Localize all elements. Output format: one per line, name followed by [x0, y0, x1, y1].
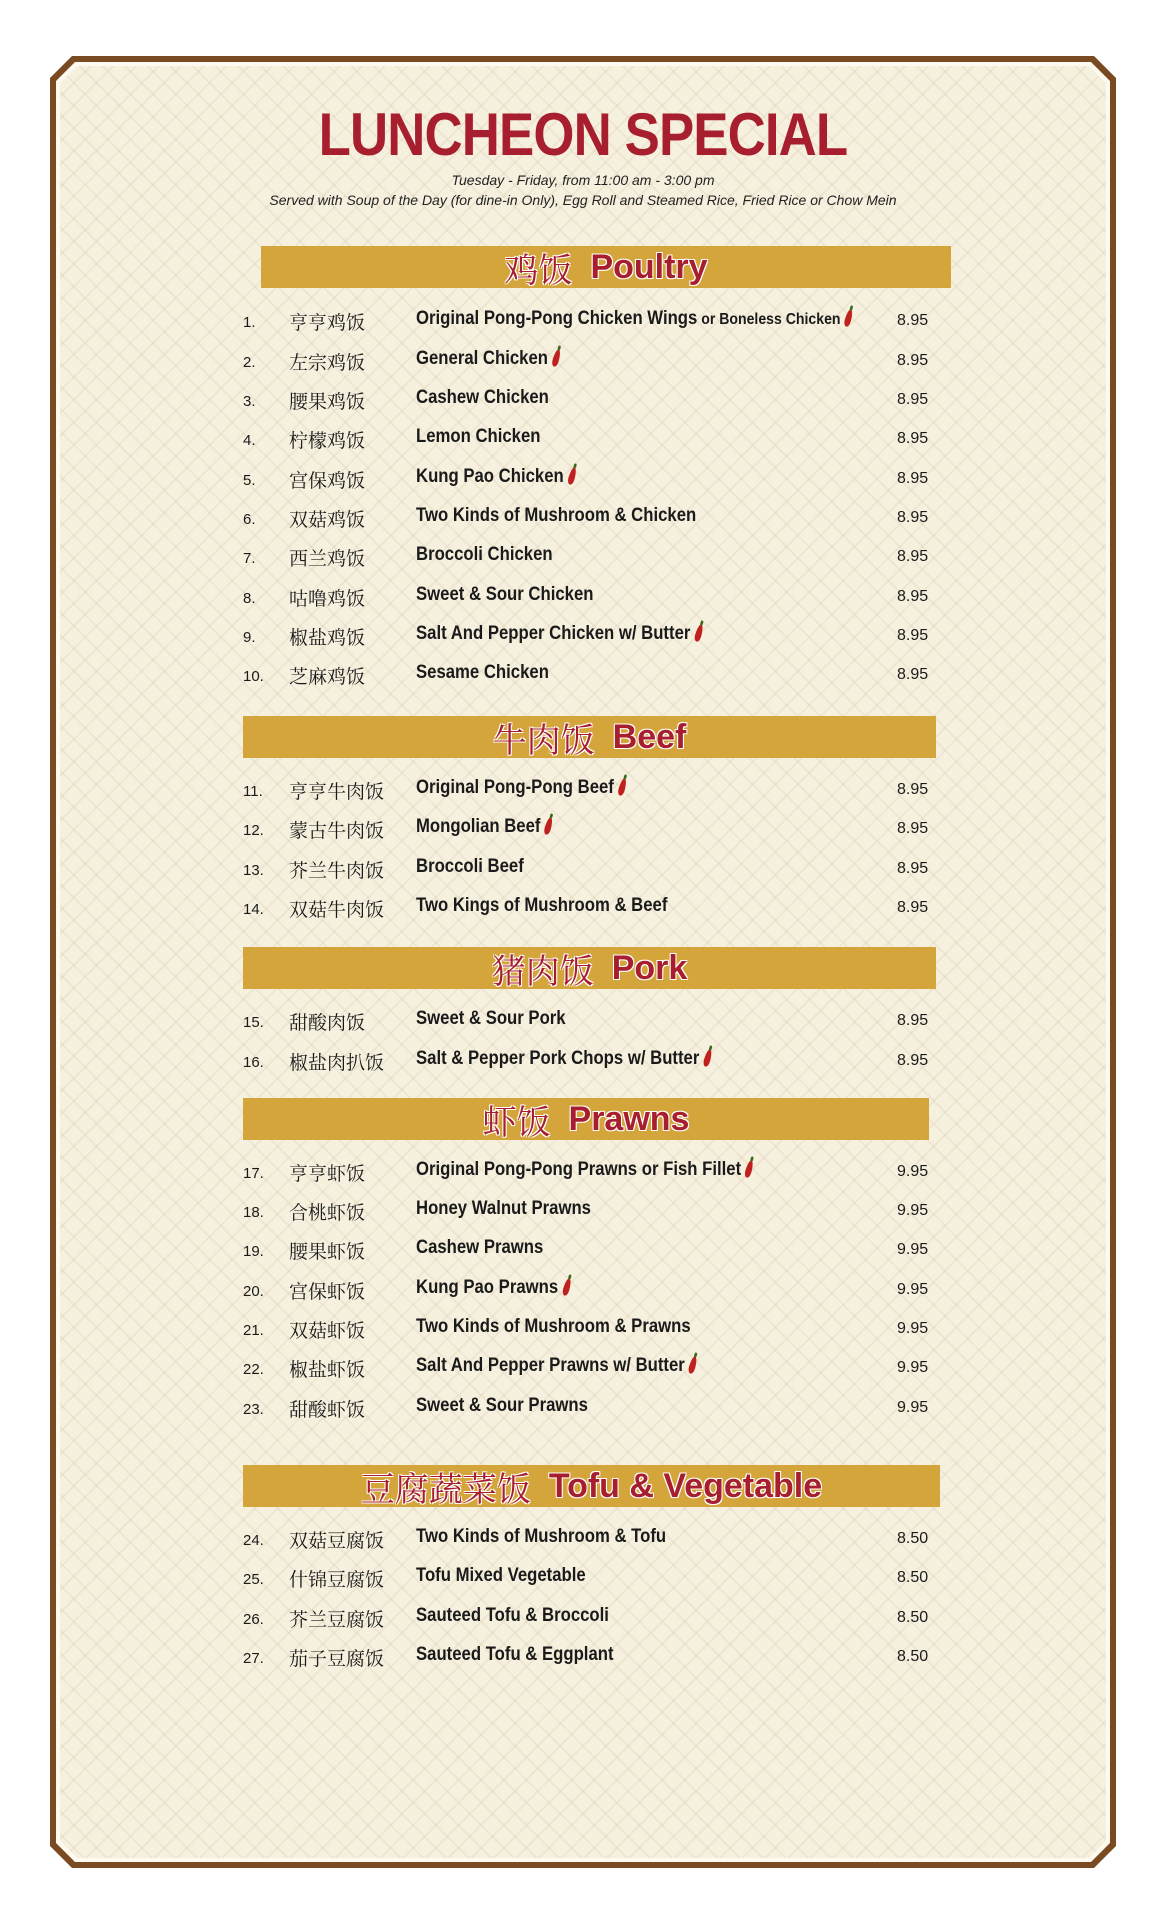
menu-item-row	[0, 1563, 1166, 1593]
item-english-text: Original Pong-Pong Prawns or Fish Fillet	[416, 1159, 742, 1180]
item-number: 23.	[243, 1401, 264, 1418]
item-number: 6.	[243, 511, 256, 528]
item-number: 8.	[243, 590, 256, 607]
item-english-name	[416, 544, 553, 566]
menu-item-row	[0, 1235, 1166, 1265]
menu-item-row	[0, 1196, 1166, 1226]
item-chinese-name: 芝麻鸡饭	[289, 667, 366, 688]
item-number: 3.	[243, 393, 256, 410]
item-chinese-name: 甜酸虾饭	[289, 1400, 366, 1421]
menu-item-row	[0, 1603, 1166, 1633]
item-english-text: Salt And Pepper Chicken w/ Butter	[416, 623, 691, 644]
menu-item-row	[0, 1006, 1166, 1036]
item-price: 8.95	[897, 391, 929, 408]
menu-item-row	[0, 582, 1166, 612]
menu-title: LUNCHEON SPECIAL	[318, 101, 848, 168]
item-english-name	[416, 662, 549, 684]
section-title-cn: 豆腐蔬菜饭	[360, 1470, 531, 1509]
item-chinese-name: 宫保虾饭	[289, 1282, 366, 1303]
item-chinese-name: 腰果鸡饭	[289, 392, 366, 413]
item-english-text: Cashew Chicken	[416, 387, 549, 408]
item-number: 22.	[243, 1361, 264, 1378]
item-number: 21.	[243, 1322, 264, 1339]
item-english-name	[416, 1395, 588, 1417]
item-english-text: Honey Walnut Prawns	[416, 1198, 591, 1219]
item-number: 7.	[243, 550, 256, 567]
item-english-text: Broccoli Beef	[416, 856, 524, 877]
section-title-cn: 猪肉饭	[491, 952, 594, 991]
item-price: 9.95	[897, 1281, 929, 1298]
menu-item-row	[0, 306, 1166, 336]
menu-item-row	[0, 424, 1166, 454]
item-english-alt: or Boneless Chicken	[697, 311, 841, 328]
item-price: 9.95	[897, 1399, 929, 1416]
item-english-text: Sweet & Sour Pork	[416, 1008, 566, 1029]
chili-pepper-icon	[561, 1277, 572, 1296]
item-number: 20.	[243, 1283, 264, 1300]
chili-pepper-icon	[688, 1355, 699, 1374]
item-chinese-name: 双菇豆腐饭	[289, 1531, 385, 1552]
item-chinese-name: 双菇虾饭	[289, 1321, 366, 1342]
item-english-name	[416, 856, 524, 878]
item-chinese-name: 蒙古牛肉饭	[289, 821, 385, 842]
section-title-cn: 牛肉饭	[492, 721, 595, 760]
item-chinese-name: 亨亨鸡饭	[289, 313, 366, 334]
item-english-name	[416, 1605, 609, 1627]
chili-pepper-icon	[702, 1048, 713, 1067]
item-number: 13.	[243, 862, 264, 879]
section-header-tofu	[243, 1465, 940, 1507]
section-title-cn: 鸡饭	[504, 251, 573, 290]
item-chinese-name: 椒盐肉扒饭	[289, 1053, 385, 1074]
item-chinese-name: 宫保鸡饭	[289, 471, 366, 492]
item-chinese-name: 亨亨牛肉饭	[289, 782, 385, 803]
item-number: 25.	[243, 1571, 264, 1588]
item-english-name	[416, 1316, 691, 1338]
item-english-name	[416, 1008, 566, 1030]
menu-item-row	[0, 893, 1166, 923]
item-price: 9.95	[897, 1202, 929, 1219]
menu-item-row	[0, 1275, 1166, 1305]
item-price: 9.95	[897, 1359, 929, 1376]
menu-item-row	[0, 542, 1166, 572]
item-price: 8.95	[897, 312, 929, 329]
chili-pepper-icon	[551, 348, 562, 367]
item-price: 8.95	[897, 509, 929, 526]
item-english-name	[416, 505, 696, 527]
item-chinese-name: 什锦豆腐饭	[289, 1570, 385, 1591]
item-number: 17.	[243, 1165, 264, 1182]
item-english-text: Sauteed Tofu & Eggplant	[416, 1644, 614, 1665]
item-number: 19.	[243, 1243, 264, 1260]
item-chinese-name: 腰果虾饭	[289, 1242, 366, 1263]
menu-item-row	[0, 503, 1166, 533]
chili-pepper-icon	[693, 623, 704, 642]
item-number: 5.	[243, 472, 256, 489]
item-english-text: Mongolian Beef	[416, 816, 541, 837]
menu-item-row	[0, 814, 1166, 844]
item-english-name	[416, 1198, 591, 1220]
item-price: 8.50	[897, 1609, 929, 1626]
item-chinese-name: 芥兰豆腐饭	[289, 1610, 385, 1631]
item-number: 24.	[243, 1532, 264, 1549]
item-chinese-name: 椒盐鸡饭	[289, 628, 366, 649]
item-number: 10.	[243, 668, 264, 685]
item-english-text: Two Kinds of Mushroom & Tofu	[416, 1526, 667, 1547]
item-price: 8.95	[897, 1052, 929, 1069]
menu-item-row	[0, 1393, 1166, 1423]
item-chinese-name: 亨亨虾饭	[289, 1164, 366, 1185]
item-number: 27.	[243, 1650, 264, 1667]
item-number: 4.	[243, 432, 256, 449]
item-price: 9.95	[897, 1163, 929, 1180]
item-english-name	[416, 1644, 614, 1666]
item-english-name	[416, 1565, 586, 1587]
chili-pepper-icon	[567, 466, 578, 485]
item-english-name	[416, 426, 541, 448]
menu-item-row	[0, 1314, 1166, 1344]
item-price: 8.50	[897, 1569, 929, 1586]
menu-item-row	[0, 854, 1166, 884]
menu-item-row	[0, 1046, 1166, 1076]
item-english-name	[416, 1237, 543, 1259]
section-title-en: Poultry	[590, 247, 708, 286]
item-english-name	[416, 466, 575, 488]
item-chinese-name: 合桃虾饭	[289, 1203, 366, 1224]
section-title-en: Beef	[612, 717, 687, 756]
item-english-text: General Chicken	[416, 348, 548, 369]
item-number: 12.	[243, 822, 264, 839]
item-english-text: Sweet & Sour Prawns	[416, 1395, 588, 1416]
item-chinese-name: 双菇鸡饭	[289, 510, 366, 531]
section-header-pork	[243, 947, 936, 989]
item-price: 8.95	[897, 666, 929, 683]
menu-item-row	[0, 1524, 1166, 1554]
menu-item-row	[0, 1642, 1166, 1672]
section-title-en: Pork	[611, 948, 688, 987]
item-english-text: Broccoli Chicken	[416, 544, 553, 565]
menu-hours: Tuesday - Friday, from 11:00 am - 3:00 pm	[451, 172, 715, 188]
item-english-text: Two Kinds of Mushroom & Prawns	[416, 1316, 691, 1337]
item-price: 9.95	[897, 1241, 929, 1258]
item-chinese-name: 甜酸肉饭	[289, 1013, 366, 1034]
item-english-text: Cashew Prawns	[416, 1237, 544, 1258]
item-english-name	[416, 308, 852, 330]
item-price: 8.95	[897, 588, 929, 605]
item-price: 8.95	[897, 781, 929, 798]
item-english-name	[416, 1355, 696, 1377]
item-number: 15.	[243, 1014, 264, 1031]
item-english-name	[416, 1277, 570, 1299]
item-price: 9.95	[897, 1320, 929, 1337]
item-number: 16.	[243, 1054, 264, 1071]
item-english-name	[416, 623, 702, 645]
menu-item-row	[0, 775, 1166, 805]
menu-item-row	[0, 1353, 1166, 1383]
item-chinese-name: 西兰鸡饭	[289, 549, 366, 570]
item-english-text: Tofu Mixed Vegetable	[416, 1565, 586, 1586]
menu-served-with: Served with Soup of the Day (for dine-in Only), Egg Roll and Steamed Rice, Fried Rice or Chow Mein	[269, 192, 897, 208]
item-english-text: Salt And Pepper Prawns w/ Butter	[416, 1355, 685, 1376]
item-english-name	[416, 348, 559, 370]
item-price: 8.95	[897, 548, 929, 565]
item-number: 18.	[243, 1204, 264, 1221]
item-price: 8.95	[897, 860, 929, 877]
item-number: 14.	[243, 901, 264, 918]
item-english-text: Kung Pao Prawns	[416, 1277, 559, 1298]
item-price: 8.95	[897, 430, 929, 447]
item-english-name	[416, 1526, 666, 1548]
item-english-name	[416, 777, 625, 799]
item-number: 11.	[243, 783, 263, 800]
item-number: 26.	[243, 1611, 264, 1628]
section-title-cn: 虾饭	[482, 1103, 551, 1142]
item-price: 8.95	[897, 820, 929, 837]
item-english-text: Kung Pao Chicken	[416, 466, 564, 487]
item-price: 8.50	[897, 1530, 929, 1547]
menu-item-row	[0, 621, 1166, 651]
item-english-name	[416, 584, 593, 606]
menu-item-row	[0, 660, 1166, 690]
item-english-text: Sauteed Tofu & Broccoli	[416, 1605, 609, 1626]
item-chinese-name: 椒盐虾饭	[289, 1360, 366, 1381]
item-english-text: Lemon Chicken	[416, 426, 541, 447]
item-english-name	[416, 895, 667, 917]
item-price: 8.95	[897, 470, 929, 487]
chili-pepper-icon	[617, 777, 628, 796]
item-number: 1.	[243, 314, 256, 331]
item-chinese-name: 咕噜鸡饭	[289, 589, 366, 610]
item-english-name	[416, 387, 549, 409]
section-title-en: Tofu & Vegetable	[548, 1466, 823, 1505]
menu-item-row	[0, 346, 1166, 376]
item-english-text: Original Pong-Pong Chicken Wings	[416, 308, 698, 329]
item-english-name	[416, 1159, 753, 1181]
item-chinese-name: 双菇牛肉饭	[289, 900, 385, 921]
item-price: 8.95	[897, 1012, 929, 1029]
chili-pepper-icon	[843, 308, 854, 327]
item-english-text: Two Kings of Mushroom & Beef	[416, 895, 668, 916]
item-price: 8.95	[897, 352, 929, 369]
section-title-en: Prawns	[568, 1099, 690, 1138]
menu-item-row	[0, 464, 1166, 494]
item-english-text: Salt & Pepper Pork Chops w/ Butter	[416, 1048, 700, 1069]
item-chinese-name: 柠檬鸡饭	[289, 431, 366, 452]
item-chinese-name: 茄子豆腐饭	[289, 1649, 385, 1670]
item-english-text: Sweet & Sour Chicken	[416, 584, 594, 605]
item-english-text: Two Kinds of Mushroom & Chicken	[416, 505, 697, 526]
section-header-beef	[243, 716, 936, 758]
item-english-text: Original Pong-Pong Beef	[416, 777, 614, 798]
section-header-prawns	[243, 1098, 929, 1140]
item-chinese-name: 左宗鸡饭	[289, 353, 366, 374]
item-number: 9.	[243, 629, 256, 646]
menu-item-row	[0, 385, 1166, 415]
item-price: 8.50	[897, 1648, 929, 1665]
item-chinese-name: 芥兰牛肉饭	[289, 861, 385, 882]
item-english-name	[416, 1048, 711, 1070]
section-header-poultry	[261, 246, 951, 288]
item-price: 8.95	[897, 627, 929, 644]
menu-item-row	[0, 1157, 1166, 1187]
chili-pepper-icon	[744, 1159, 755, 1178]
item-english-text: Sesame Chicken	[416, 662, 549, 683]
item-price: 8.95	[897, 899, 929, 916]
chili-pepper-icon	[543, 816, 554, 835]
item-english-name	[416, 816, 552, 838]
item-number: 2.	[243, 354, 256, 371]
